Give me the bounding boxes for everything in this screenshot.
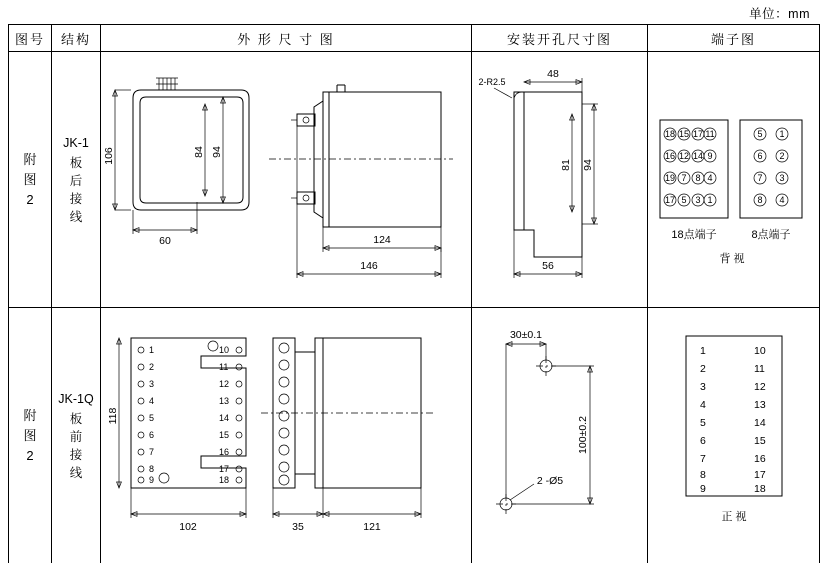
dim-94-mounting: 94 [582,159,594,171]
terminal-num: 1 [707,195,713,205]
terminal-num: 3 [700,381,706,393]
dim-81: 81 [560,159,572,171]
terminal-num: 14 [754,417,766,429]
terminal-num: 8 [149,464,155,474]
view-label: 正 视 [721,511,747,523]
specification-table [8,24,820,563]
dim-124: 124 [373,234,391,246]
terminal-num: 5 [700,417,706,429]
terminal-num: 6 [149,430,155,440]
row1-drawing-no-char-2: 图 [23,171,37,187]
terminal-num: 17 [692,129,704,139]
terminal-num: 12 [219,379,230,389]
terminal-num: 13 [754,399,766,411]
row1-structure-char-2: 后 [69,173,83,188]
table-header [9,25,820,52]
terminal-num: 3 [149,379,155,389]
row2-structure-char-2: 前 [69,429,83,444]
terminal-num: 4 [707,173,713,183]
row1-drawing-no [9,150,51,210]
terminal-num: 1 [149,345,155,355]
table-row [9,52,820,308]
row2-drawing-no-cell [9,308,52,563]
row2-outline-cell [101,308,472,563]
terminal-num: 18 [219,475,230,485]
row2-drawing-no-char-2: 图 [23,427,37,443]
terminal-num: 11 [219,362,229,372]
table-row [9,308,820,563]
dim-118: 118 [107,407,119,425]
terminal-num: 4 [700,399,706,411]
terminal-num: 7 [149,447,155,457]
terminal-num: 2 [700,363,706,375]
row1-terminal-cell [648,52,820,308]
header-drawing-no: 图号 [9,25,52,52]
dim-106: 106 [103,147,115,165]
dim-35: 35 [292,521,304,533]
dim-121: 121 [363,521,381,533]
dim-2-R2.5: 2-R2.5 [478,77,506,87]
terminal-num: 11 [754,363,765,375]
terminal-num: 8 [757,195,763,205]
row2-drawing-no-char-1: 附 [23,407,37,423]
terminal-num: 4 [149,396,155,406]
row1-drawing-no-char-3: 2 [26,191,34,207]
dim-102: 102 [179,521,197,533]
dim-56: 56 [542,260,554,272]
dim-100: 100±0.2 [577,416,589,454]
row1-outline-drawing [101,52,471,307]
terminal-num: 17 [754,469,766,481]
terminal-num: 6 [757,151,763,161]
row2-structure-cell [52,308,101,563]
terminal-num: 9 [700,483,706,495]
terminal-num: 15 [678,129,690,139]
row1-outline-cell [101,52,472,308]
terminal-num: 17 [664,195,676,205]
terminal-num: 2 [149,362,155,372]
terminal-num: 8 [695,173,701,183]
terminal-num: 18 [664,129,676,139]
terminal-num: 3 [695,195,701,205]
terminal-num: 6 [700,435,706,447]
terminal-num: 1 [700,345,706,357]
row1-structure-char-4: 线 [69,209,83,224]
row2-mounting-cell [472,308,648,563]
row1-terminal-drawing [648,52,819,307]
dim-84: 84 [193,146,205,158]
row2-outline-drawing [101,308,471,563]
dim-2-dia5: 2 -Ø5 [536,475,564,487]
terminal-num: 16 [219,447,230,457]
dim-146: 146 [360,260,378,272]
dim-30: 30±0.1 [509,329,543,341]
terminal-num: 12 [678,151,690,161]
terminal-num: 5 [149,413,155,423]
terminal-num: 12 [754,381,766,393]
terminal-num: 1 [779,129,785,139]
header-mounting-hole-dimensions: 安装开孔尺寸图 [472,25,648,52]
terminal-num: 10 [754,345,766,357]
terminal-num: 14 [692,151,704,161]
row2-structure-char-4: 线 [69,465,83,480]
row2-drawing-no [9,406,51,466]
terminal-num: 7 [681,173,687,183]
terminal-num: 9 [707,151,713,161]
terminal-num: 7 [700,453,706,465]
terminal-num: 15 [219,430,230,440]
terminal-num: 16 [664,151,676,161]
terminal-num: 9 [149,475,155,485]
terminal-num: 5 [681,195,687,205]
row2-structure-char-3: 接 [69,447,83,462]
terminal-num: 13 [219,396,230,406]
row1-structure-title: JK-1 [63,135,89,150]
terminal-num: 5 [757,129,763,139]
row2-structure-title: JK-1Q [58,391,94,406]
terminal-num: 4 [779,195,785,205]
row1-mounting-cell [472,52,648,308]
left-block-label: 18点端子 [671,229,717,241]
terminal-num: 8 [700,469,706,481]
dim-48: 48 [547,68,559,80]
view-label: 背 视 [719,253,745,265]
row1-structure-char-3: 接 [69,191,83,206]
terminal-num: 18 [754,483,766,495]
terminal-num: 14 [219,413,230,423]
header-terminal-diagram: 端子图 [648,25,820,52]
table-header-row [9,25,820,52]
terminal-num: 7 [757,173,763,183]
dim-94: 94 [211,146,223,158]
right-block-label: 8点端子 [751,229,791,241]
row2-drawing-no-char-3: 2 [26,447,34,463]
header-outline-dimensions: 外 形 尺 寸 图 [101,25,472,52]
terminal-num: 3 [779,173,785,183]
row2-terminal-drawing [648,308,819,563]
row1-drawing-no-cell [9,52,52,308]
table-body [9,52,820,563]
row2-structure-char-1: 板 [69,411,83,426]
row2-mounting-drawing [472,308,647,563]
terminal-num: 10 [219,345,230,355]
terminal-num: 16 [754,453,766,465]
terminal-num: 11 [705,129,715,139]
dim-60: 60 [159,235,171,247]
terminal-num: 15 [754,435,766,447]
unit-note: 单位：mm [749,7,810,21]
row1-mounting-drawing [472,52,647,307]
row1-drawing-no-char-1: 附 [23,151,37,167]
header-structure: 结构 [52,25,101,52]
row1-structure-cell [52,52,101,308]
terminal-num: 17 [219,464,230,474]
terminal-num: 19 [664,173,676,183]
row1-structure-char-1: 板 [69,155,83,170]
terminal-num: 2 [779,151,785,161]
row2-terminal-cell [648,308,820,563]
